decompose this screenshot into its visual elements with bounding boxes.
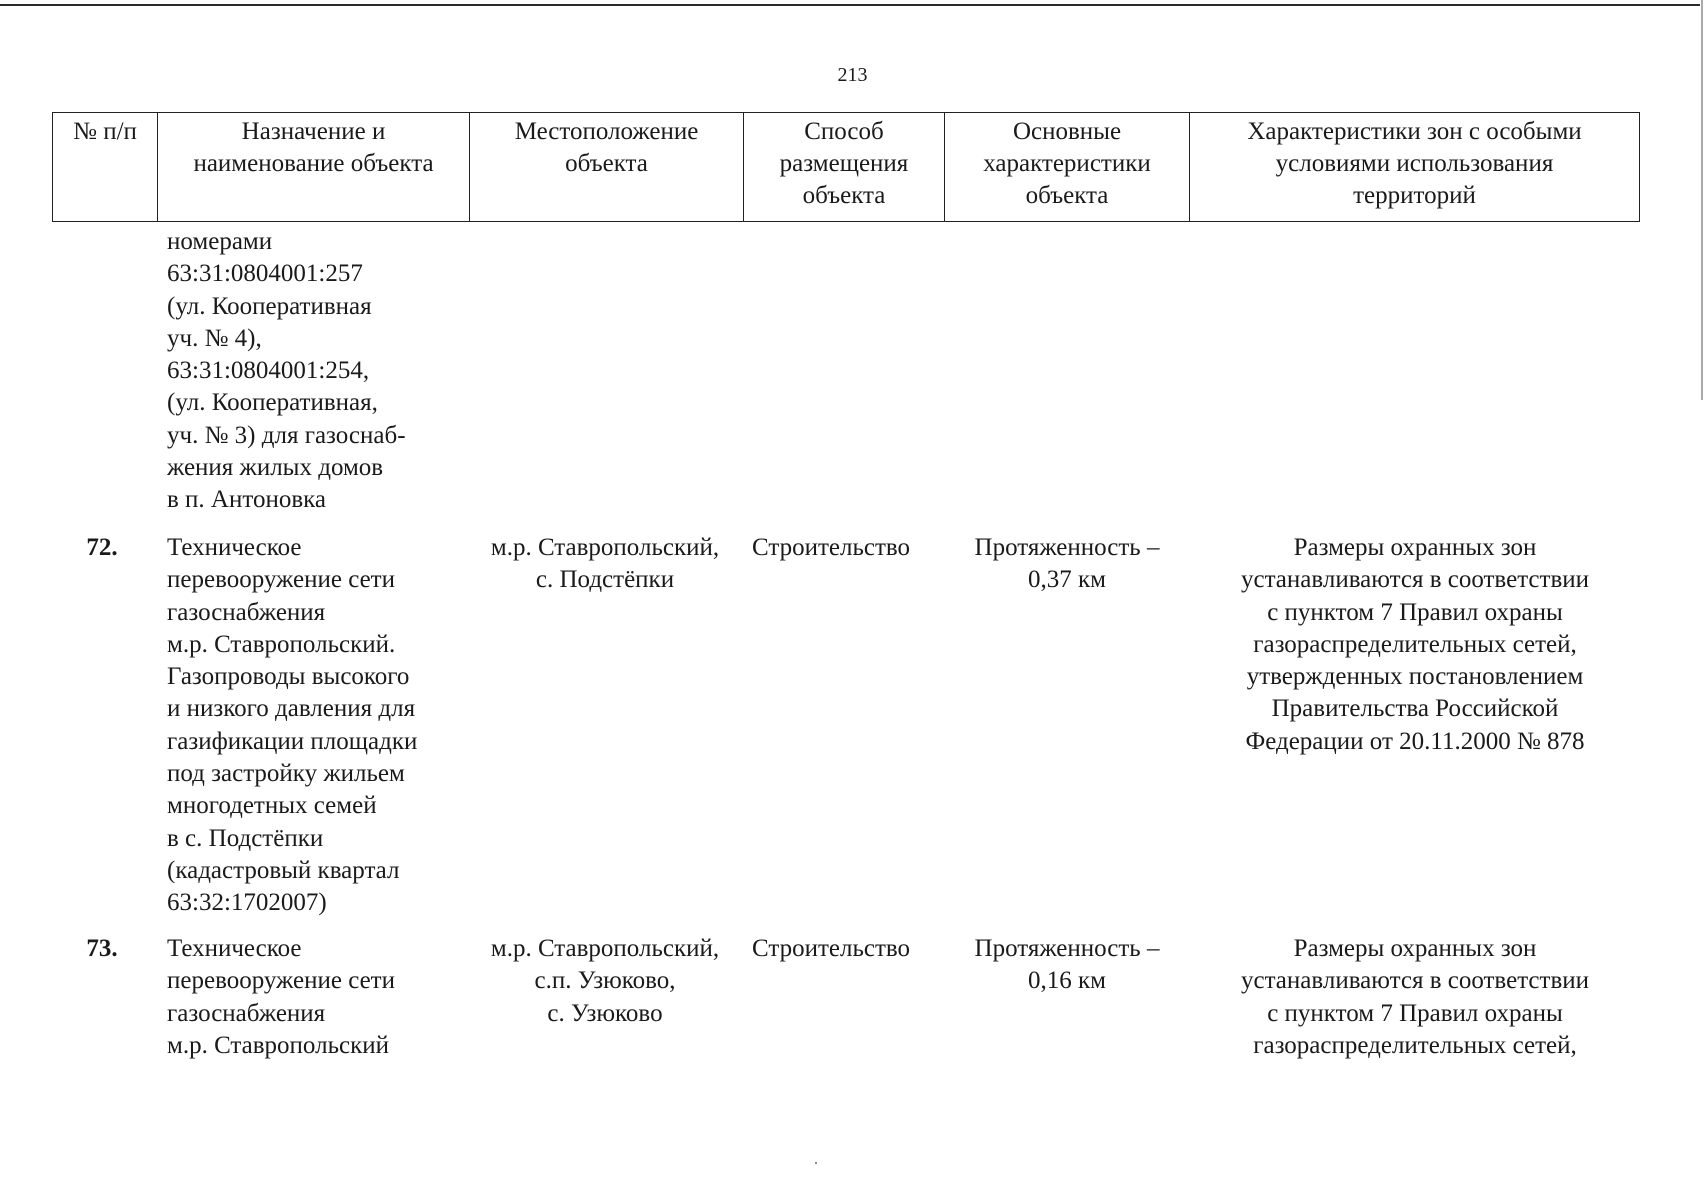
characteristics-cell: Протяженность – 0,37 км [974, 534, 1160, 594]
header-zones: Характеристики зон с особыми условиями использования территорий [1190, 113, 1640, 222]
location-cell: м.р. Ставропольский, с.п. Узюково, с. Узюково [490, 935, 720, 1027]
location-cell: м.р. Ставропольский, с. Подстёпки [490, 534, 720, 594]
header-name: Назначение и наименование объекта [158, 113, 470, 222]
object-name-cell: Техническое перевооружение сети газоснабжения м.р. Ставропольский. Газопроводы высокого и низкого давления для газификации площадки под застройку жильем многодетных семей в с. Подстёпки (кадастровый квартал 63:32:1702007) [167, 534, 418, 917]
page-number: 213 [837, 64, 868, 86]
zones-cell: Размеры охранных зон устанавливаются в соответствии с пунктом 7 Правил охраны газораспределительных сетей, утвержденных постановлением Правительства Российской Федерации от 20.11.2000 № 878 [1240, 534, 1590, 755]
object-name-cell: Техническое перевооружение сети газоснабжения м.р. Ставропольский [167, 935, 395, 1059]
table-header [52, 112, 1640, 222]
right-edge-line [1701, 0, 1703, 400]
row-number: 73. [86, 935, 118, 962]
header-characteristics: Основные характеристики объекта [945, 113, 1190, 222]
characteristics-cell: Протяженность – 0,16 км [974, 935, 1160, 995]
zones-cell: Размеры охранных зон устанавливаются в соответствии с пунктом 7 Правил охраны газораспределительных сетей, [1240, 935, 1590, 1059]
continued-name-cell: номерами 63:31:0804001:257 (ул. Кооперативная уч. № 4), 63:31:0804001:254, (ул. Кооперативная, уч. № 3) для газоснаб- жения жилых домов в п. Антоновка [167, 228, 406, 514]
method-cell: Строительство [752, 935, 911, 962]
method-cell: Строительство [752, 534, 911, 561]
row-number: 72. [86, 534, 118, 561]
header-number: № п/п [53, 113, 158, 222]
scan-speck [815, 1162, 817, 1164]
header-location: Местоположение объекта [470, 113, 744, 222]
top-border-line [0, 4, 1700, 6]
header-method: Способ размещения объекта [744, 113, 945, 222]
header-row [53, 113, 1640, 222]
